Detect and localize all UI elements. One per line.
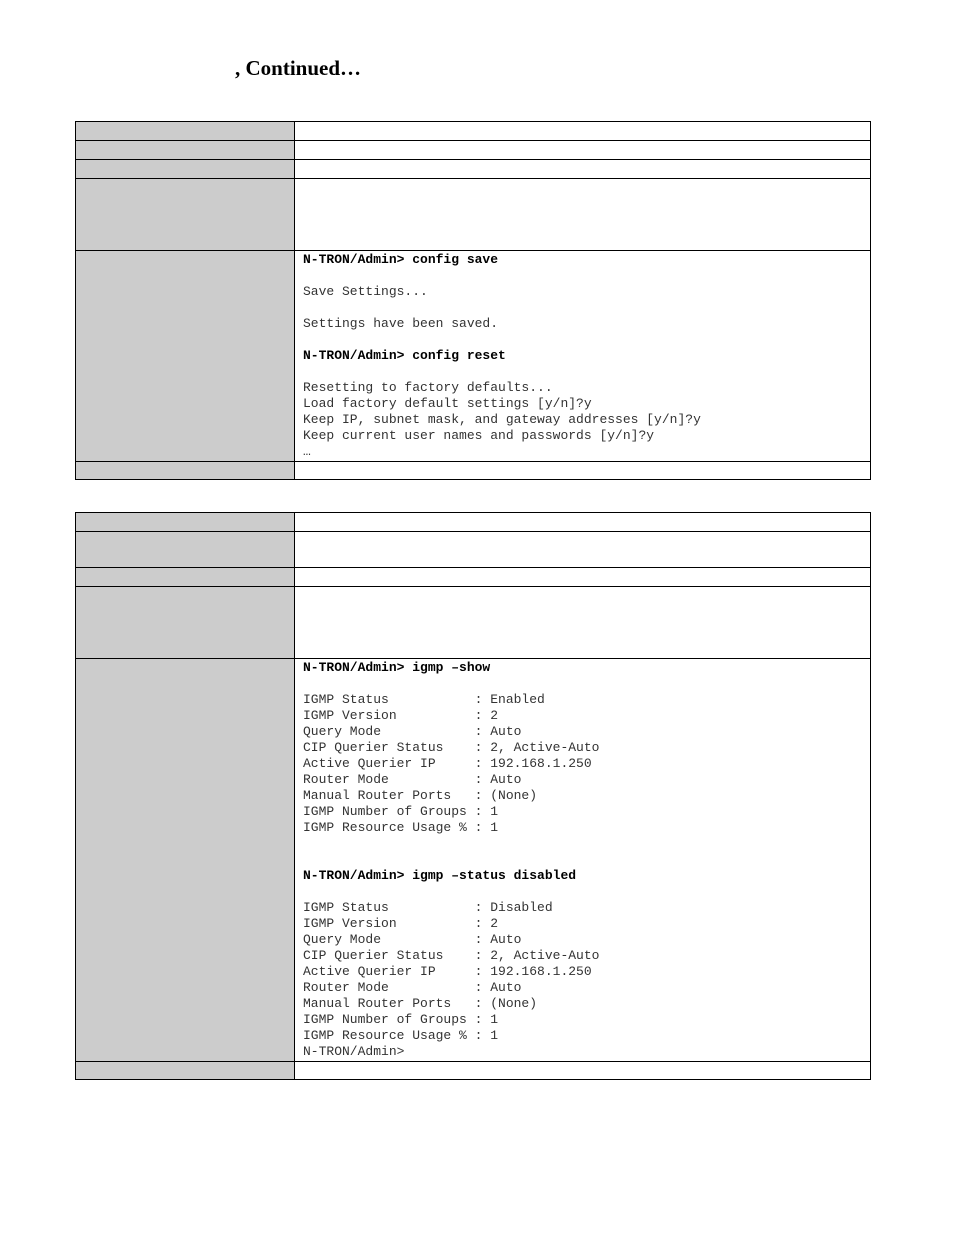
output-line: IGMP Version : 2 — [303, 916, 499, 931]
table-value-cell — [295, 568, 871, 587]
output-line: CIP Querier Status : 2, Active-Auto — [303, 948, 600, 963]
output-line: Query Mode : Auto — [303, 724, 522, 739]
table-label-cell — [76, 179, 295, 251]
table-label-cell — [76, 1062, 295, 1080]
config-example-code — [295, 251, 870, 461]
output-line: Resetting to factory defaults... — [303, 380, 553, 395]
output-line: Settings have been saved. — [303, 316, 499, 331]
table-label-cell — [76, 122, 295, 141]
output-line: Active Querier IP : 192.168.1.250 — [303, 756, 592, 771]
table-value-cell — [295, 179, 871, 251]
config-command-table — [75, 121, 871, 480]
output-line: Router Mode : Auto — [303, 772, 522, 787]
output-line: IGMP Resource Usage % : 1 — [303, 820, 499, 835]
output-line: Active Querier IP : 192.168.1.250 — [303, 964, 592, 979]
example-value-cell — [295, 659, 871, 1062]
table-label-cell — [76, 513, 295, 532]
output-line: Keep IP, subnet mask, and gateway addresses [y/n]?y — [303, 412, 701, 427]
table-label-cell — [76, 532, 295, 568]
table-label-cell — [76, 160, 295, 179]
table-label-cell — [76, 568, 295, 587]
table-value-cell — [295, 141, 871, 160]
output-line: Manual Router Ports : (None) — [303, 996, 538, 1011]
table-value-cell — [295, 122, 871, 141]
output-line: Query Mode : Auto — [303, 932, 522, 947]
table-value-cell — [295, 532, 871, 568]
table-label-cell — [76, 587, 295, 659]
output-line: IGMP Number of Groups : 1 — [303, 1012, 499, 1027]
table-label-cell — [76, 141, 295, 160]
table-value-cell — [295, 1062, 871, 1080]
table-value-cell — [295, 513, 871, 532]
table-value-cell — [295, 160, 871, 179]
command-line: N-TRON/Admin> config save — [303, 252, 499, 267]
output-line: Save Settings... — [303, 284, 428, 299]
output-line: N-TRON/Admin> — [303, 1044, 405, 1059]
output-line: IGMP Status : Enabled — [303, 692, 545, 707]
command-line: N-TRON/Admin> config reset — [303, 348, 506, 363]
output-line: … — [303, 444, 311, 459]
output-line: IGMP Status : Disabled — [303, 900, 553, 915]
igmp-command-table — [75, 512, 871, 1080]
output-line: CIP Querier Status : 2, Active-Auto — [303, 740, 600, 755]
page-heading: , Continued… — [235, 56, 362, 80]
table-value-cell — [295, 587, 871, 659]
table-value-cell — [295, 462, 871, 480]
output-line: Manual Router Ports : (None) — [303, 788, 538, 803]
output-line: Keep current user names and passwords [y/n]?y — [303, 428, 655, 443]
output-line: IGMP Number of Groups : 1 — [303, 804, 499, 819]
example-value-cell — [295, 251, 871, 462]
output-line: Router Mode : Auto — [303, 980, 522, 995]
example-label-cell — [76, 659, 295, 1062]
igmp-example-code — [295, 659, 870, 1061]
example-label-cell — [76, 251, 295, 462]
output-line: IGMP Resource Usage % : 1 — [303, 1028, 499, 1043]
table-label-cell — [76, 462, 295, 480]
command-line: N-TRON/Admin> igmp –show — [303, 660, 491, 675]
output-line: Load factory default settings [y/n]?y — [303, 396, 592, 411]
output-line: IGMP Version : 2 — [303, 708, 499, 723]
command-line: N-TRON/Admin> igmp –status disabled — [303, 868, 577, 883]
